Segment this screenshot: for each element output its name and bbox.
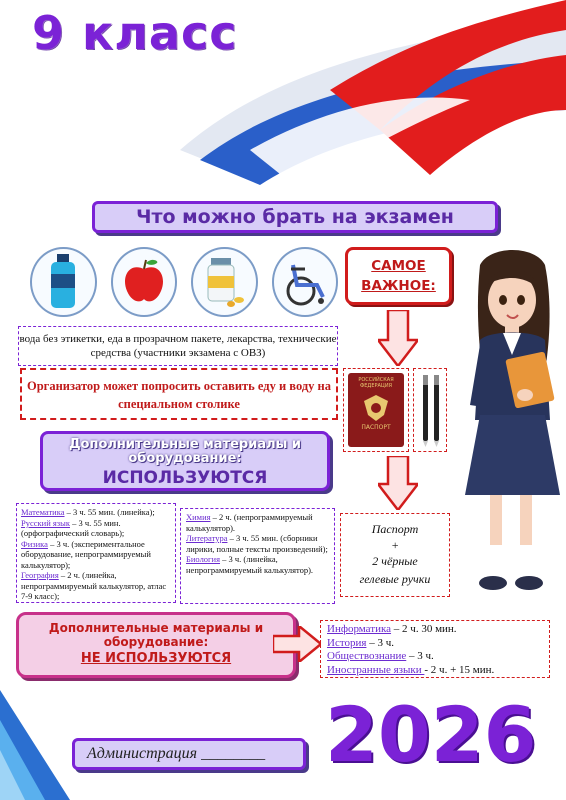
allowed-items-icons: [20, 247, 338, 323]
extra-not-allowed-line1: Дополнительные материалы и оборудование:: [48, 621, 264, 649]
not-allowed-subjects: [320, 620, 550, 678]
list-item: Обществознание – 3 ч.: [327, 650, 434, 662]
list-item: Химия – 2 ч. (непрограммируемый калькулятор).: [186, 512, 313, 533]
list-item: География – 2 ч. (линейка, непрограммируемый калькулятор, атлас 7-9 класс);: [21, 570, 167, 601]
arrow-right-icon: [273, 626, 321, 662]
student-girl-illustration: [455, 245, 566, 605]
exam-year: 2026: [325, 690, 537, 779]
passport-country-2: ФЕДЕРАЦИЯ: [359, 383, 393, 389]
list-item: Математика – 3 ч. 55 мин. (линейка);: [21, 507, 155, 517]
water-bottle-icon: [30, 247, 97, 317]
list-item: Литература – 3 ч. 55 мин. (сборники лирики, полные тексты произведений);: [186, 533, 328, 554]
passport-pens-note: [340, 513, 450, 597]
most-important-line1: САМОЕ: [371, 258, 426, 274]
exam-items-banner: Что можно брать на экзамен: [92, 201, 498, 233]
pens-image: [413, 368, 447, 452]
medicine-icon: [191, 247, 258, 317]
extra-materials-not-allowed-banner: [16, 612, 296, 678]
passport-country-1: РОССИЙСКАЯ: [358, 377, 394, 383]
passport-image: [343, 368, 409, 452]
extra-allowed-line1: Дополнительные материалы и оборудование:: [68, 437, 302, 466]
list-item: Русский язык – 3 ч. 55 мин. (орфографический словарь);: [21, 517, 125, 538]
most-important-badge: [345, 247, 452, 305]
passport-note-line3: 2 чёрные: [372, 554, 418, 568]
passport-note-line4: гелевые ручки: [359, 572, 431, 586]
list-item: Информатика – 2 ч. 30 мин.: [327, 623, 457, 635]
list-item: Физика – 3 ч. (экспериментальное оборудование, непрограммируемый калькулятор);: [21, 538, 151, 570]
extra-materials-allowed-banner: [40, 431, 330, 491]
passport-note-line1: Паспорт: [371, 522, 419, 536]
extra-not-allowed-line2: НЕ ИСПОЛЬЗУЮТСЯ: [80, 651, 232, 666]
most-important-line2: ВАЖНОЕ:: [361, 278, 436, 294]
wheelchair-icon: [272, 247, 339, 317]
list-item: Иностранные языки - 2 ч. + 15 мин.: [327, 663, 495, 676]
passport-note-line2: +: [390, 538, 400, 552]
coat-of-arms-icon: [362, 393, 390, 423]
passport-label: ПАСПОРТ: [361, 424, 391, 431]
page-title: 9 класс: [32, 6, 238, 60]
allowed-subjects-right: [180, 508, 335, 604]
allowed-items-text: вода без этикетки, еда в прозрачном пакете, лекарства, технические средства (участники экзамена с ОВЗ): [18, 326, 338, 366]
arrow-down-icon: [378, 456, 418, 510]
list-item: Биология – 3 ч. (линейка, непрограммируемый калькулятор).: [186, 554, 314, 575]
administration-signature: Администрация ________: [72, 738, 306, 770]
list-item: История – 3 ч.: [327, 636, 394, 649]
arrow-down-icon: [378, 310, 418, 366]
organizer-note: Организатор может попросить оставить еду и воду на специальном столике: [20, 368, 338, 420]
allowed-subjects-left: [16, 503, 176, 603]
extra-allowed-line2: ИСПОЛЬЗУЮТСЯ: [102, 468, 268, 488]
apple-icon: [111, 247, 178, 317]
